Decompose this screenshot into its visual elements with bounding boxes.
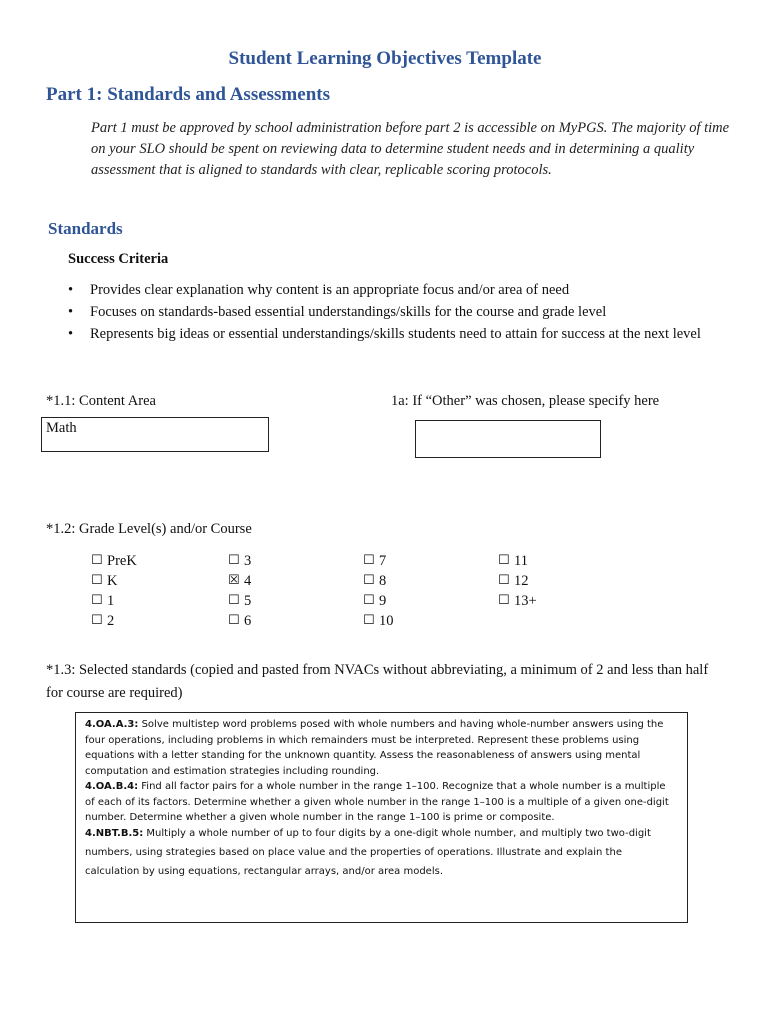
other-content-field[interactable]: [415, 420, 601, 458]
grade-option-label: 5: [244, 593, 252, 609]
checkbox-icon[interactable]: ☐: [91, 573, 103, 588]
grade-column: [498, 551, 537, 611]
grade-option-label: 3: [244, 553, 252, 569]
success-criteria-list: [68, 280, 708, 346]
grade-option-label: 13+: [514, 593, 537, 609]
criteria-item: [68, 280, 708, 301]
grade-option: [498, 551, 537, 571]
checkbox-icon[interactable]: ☐: [363, 593, 375, 608]
checkbox-icon[interactable]: ☐: [498, 593, 510, 608]
checkbox-icon[interactable]: ☐: [498, 573, 510, 588]
bullet-icon: •: [68, 304, 74, 320]
standard-entry: [85, 824, 678, 881]
standard-code: 4.NBT.B.5:: [85, 827, 144, 839]
criteria-item: [68, 324, 708, 345]
grade-column: [228, 551, 251, 631]
checkbox-icon[interactable]: ☐: [228, 593, 240, 608]
criteria-text: Provides clear explanation why content is an appropriate focus and/or area of need: [90, 282, 570, 298]
content-area-field[interactable]: Math: [41, 417, 269, 452]
grade-option-label: 1: [107, 593, 115, 609]
criteria-text: Represents big ideas or essential understandings/skills students need to attain for success at the next level: [90, 326, 701, 342]
selected-standards-label: *1.3: Selected standards (copied and pasted from NVACs without abbreviating, a minimum of 2 and less than half for course are required): [46, 662, 709, 701]
grade-option: [91, 571, 137, 591]
grade-option-label: K: [107, 573, 118, 589]
criteria-item: [68, 302, 708, 323]
standards-heading: Standards: [48, 219, 123, 238]
grade-option-label: 6: [244, 613, 252, 629]
grade-option: [228, 571, 251, 591]
grade-option: [91, 591, 137, 611]
grade-option-label: 4: [244, 573, 252, 589]
grade-option: [228, 611, 251, 631]
grade-level-label: *1.2: Grade Level(s) and/or Course: [46, 521, 252, 537]
intro-paragraph: Part 1 must be approved by school administration before part 2 is accessible on MyPGS. The majority of time on your SLO should be spent on reviewing data to determine student needs and in determining a quality assessment that is aligned to standards with clear, replicable scoring protocols.: [91, 120, 730, 178]
standard-code: 4.OA.B.4:: [85, 781, 139, 792]
content-area-label: *1.1: Content Area: [46, 393, 156, 409]
grade-option: [498, 591, 537, 611]
checkbox-icon[interactable]: ☐: [363, 613, 375, 628]
checkbox-icon[interactable]: ☐: [91, 553, 103, 568]
grade-option-label: 12: [514, 573, 529, 589]
checked-checkbox-icon[interactable]: ☒: [228, 573, 240, 588]
success-criteria-heading: Success Criteria: [68, 251, 169, 267]
grade-option-label: 9: [379, 593, 387, 609]
checkbox-icon[interactable]: ☐: [228, 613, 240, 628]
grade-column: [91, 551, 137, 631]
grade-option: [498, 571, 537, 591]
grade-option: [363, 611, 394, 631]
bullet-icon: •: [68, 326, 74, 342]
grade-option: [363, 571, 394, 591]
grade-option-label: 10: [379, 613, 394, 629]
standard-text: Find all factor pairs for a whole number in the range 1–100. Recognize that a whole number is a multiple of each of its factors. Determine whether a given whole number in the range 1–100 is a multiple of a given one-digit number. Determine whether a given whole number in the range 1–100 is prime or composite.: [85, 781, 669, 823]
selected-standards-field[interactable]: [75, 712, 688, 923]
standard-entry: [85, 717, 678, 779]
grade-option: [363, 551, 394, 571]
grade-option: [228, 551, 251, 571]
bullet-icon: •: [68, 282, 74, 298]
criteria-text: Focuses on standards-based essential understandings/skills for the course and grade level: [90, 304, 607, 320]
document-title: Student Learning Objectives Template: [228, 48, 542, 69]
checkbox-icon[interactable]: ☐: [498, 553, 510, 568]
grade-column: [363, 551, 394, 631]
standard-text: Solve multistep word problems posed with whole numbers and having whole-number answers using the four operations, including problems in which remainders must be interpreted. Represent these problems using equations with a letter standing for the unknown quantity. Assess the reasonableness of answers using mental computation and estimation strategies including rounding.: [85, 719, 664, 777]
grade-option-label: 7: [379, 553, 387, 569]
grade-option-label: 2: [107, 613, 115, 629]
checkbox-icon[interactable]: ☐: [91, 613, 103, 628]
grade-option-label: PreK: [107, 553, 137, 569]
grade-option-label: 11: [514, 553, 528, 569]
checkbox-icon[interactable]: ☐: [228, 553, 240, 568]
standard-code: 4.OA.A.3:: [85, 719, 139, 730]
grade-option-label: 8: [379, 573, 387, 589]
standard-entry: [85, 779, 678, 826]
grade-option: [228, 591, 251, 611]
grade-option: [363, 591, 394, 611]
standard-text: Multiply a whole number of up to four digits by a one-digit whole number, and multiply two two-digit numbers, using strategies based on place value and the properties of operations. Illustrate and explain the calculation by using equations, rectangular arrays, and/or area models.: [85, 827, 651, 877]
part-heading: Part 1: Standards and Assessments: [46, 84, 330, 105]
checkbox-icon[interactable]: ☐: [363, 553, 375, 568]
checkbox-icon[interactable]: ☐: [363, 573, 375, 588]
other-content-label: 1a: If “Other” was chosen, please specify here: [391, 393, 660, 409]
grade-option: [91, 611, 137, 631]
checkbox-icon[interactable]: ☐: [91, 593, 103, 608]
grade-option: [91, 551, 137, 571]
